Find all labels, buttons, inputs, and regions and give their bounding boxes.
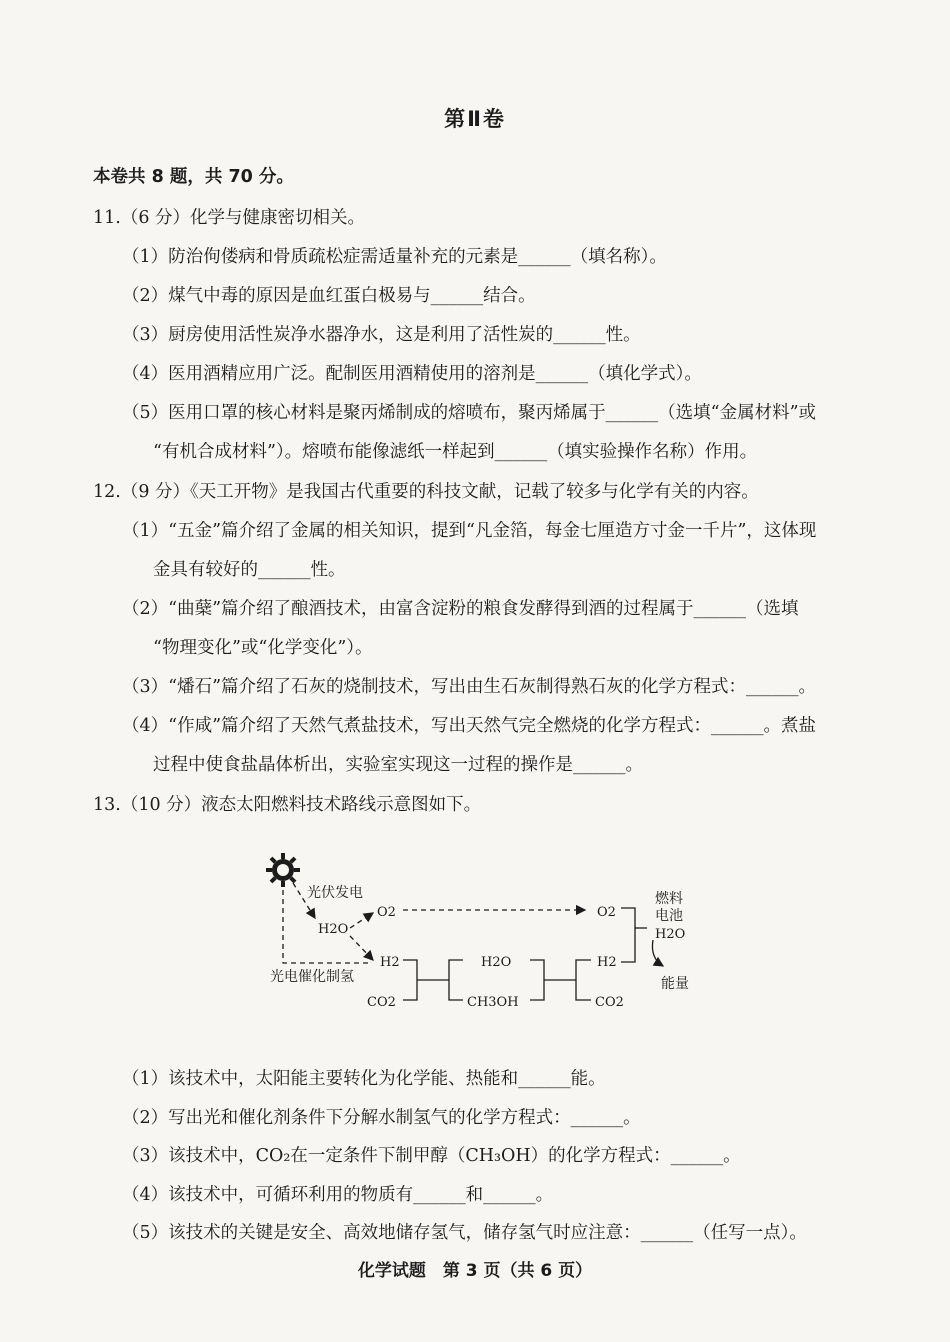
q12-sub1-line2: 金具有较好的______性。 <box>153 560 346 580</box>
sun-icon <box>266 853 300 887</box>
label-pv: 光伏发电 <box>307 885 363 901</box>
connectors <box>403 908 663 1000</box>
label-h2o-mid: H2O <box>481 955 512 970</box>
q11-sub1: （1）防治佝偻病和骨质疏松症需适量补充的元素是______（填名称）。 <box>122 247 667 267</box>
page-footer: 化学试题 第 3 页（共 6 页） <box>357 1261 593 1281</box>
label-o2-left: O2 <box>377 905 396 920</box>
q13-sub2: （2）写出光和催化剂条件下分解水制氢气的化学方程式：______。 <box>122 1108 641 1128</box>
label-co2-left: CO2 <box>367 995 396 1010</box>
section-title: 第Ⅱ卷 <box>444 107 506 131</box>
label-h2o-left: H2O <box>318 922 349 937</box>
q12-sub2-line2: “物理变化”或“化学变化”）。 <box>153 638 373 658</box>
q11-sub5-line1: （5）医用口罩的核心材料是聚丙烯制成的熔喷布，聚丙烯属于______（选填“金属材料”或 <box>122 403 817 423</box>
label-h2o-out: H2O <box>655 927 686 942</box>
label-fuelcell-2: 电池 <box>655 908 683 924</box>
q12-sub3: （3）“燔石”篇介绍了石灰的烧制技术，写出由生石灰制得熟石灰的化学方程式：______。 <box>122 677 817 697</box>
q12-sub4-line2: 过程中使食盐晶体析出，实验室实现这一过程的操作是______。 <box>153 755 643 775</box>
q12-stem: 12.（9 分）《天工开物》是我国古代重要的科技文献，记载了较多与化学有关的内容。 <box>93 482 759 502</box>
label-h2-right: H2 <box>597 955 617 970</box>
q12-sub2-line1: （2）“曲蘖”篇介绍了酿酒技术，由富含淀粉的粮食发酵得到酒的过程属于______（选填 <box>122 599 799 619</box>
label-fuelcell-1: 燃料 <box>655 891 683 907</box>
q11-sub5-line2: “有机合成材料”）。熔喷布能像滤纸一样起到______（填实验操作名称）作用。 <box>153 442 758 462</box>
solar-fuel-diagram <box>255 848 715 1028</box>
bracket-left <box>403 960 417 1000</box>
q13-stem: 13.（10 分）液态太阳燃料技术路线示意图如下。 <box>93 795 482 815</box>
q11-sub4: （4）医用酒精应用广泛。配制医用酒精使用的溶剂是______（填化学式）。 <box>122 364 702 384</box>
q12-sub4-line1: （4）“作咸”篇介绍了天然气煮盐技术，写出天然气完全燃烧的化学方程式：______。煮盐 <box>122 716 817 736</box>
label-ch3oh: CH3OH <box>467 995 519 1010</box>
bracket-right <box>576 960 591 1000</box>
q11-stem: 11.（6 分）化学与健康密切相关。 <box>93 208 366 228</box>
section-intro: 本卷共 8 题，共 70 分。 <box>93 167 294 187</box>
bracket-mid-left <box>449 960 463 1000</box>
label-pec: 光电催化制氢 <box>270 969 354 985</box>
arrow-h2o-to-o2 <box>350 913 373 928</box>
label-energy: 能量 <box>661 976 689 992</box>
label-co2-right: CO2 <box>595 995 624 1010</box>
arrow-to-energy <box>652 940 663 966</box>
label-o2-right: O2 <box>597 905 616 920</box>
q13-sub3: （3）该技术中，CO₂在一定条件下制甲醇（CH₃OH）的化学方程式：______。 <box>122 1146 741 1166</box>
q11-sub2: （2）煤气中毒的原因是血红蛋白极易与______结合。 <box>122 286 536 306</box>
arrow-h2o-to-h2 <box>350 936 373 960</box>
bracket-fuelcell <box>621 908 635 962</box>
bracket-mid-right <box>530 960 544 1000</box>
label-h2-left: H2 <box>380 955 400 970</box>
q13-sub4: （4）该技术中，可循环利用的物质有______和______。 <box>122 1185 554 1205</box>
q13-sub1: （1）该技术中，太阳能主要转化为化学能、热能和______能。 <box>122 1069 606 1089</box>
q11-sub3: （3）厨房使用活性炭净水器净水，这是利用了活性炭的______性。 <box>122 325 641 345</box>
q12-sub1-line1: （1）“五金”篇介绍了金属的相关知识，提到“凡金箔，每金七厘造方寸金一千片”，这体现 <box>122 521 817 541</box>
q13-sub5: （5）该技术的关键是安全、高效地储存氢气，储存氢气时应注意：______（任写一点）。 <box>122 1223 807 1243</box>
